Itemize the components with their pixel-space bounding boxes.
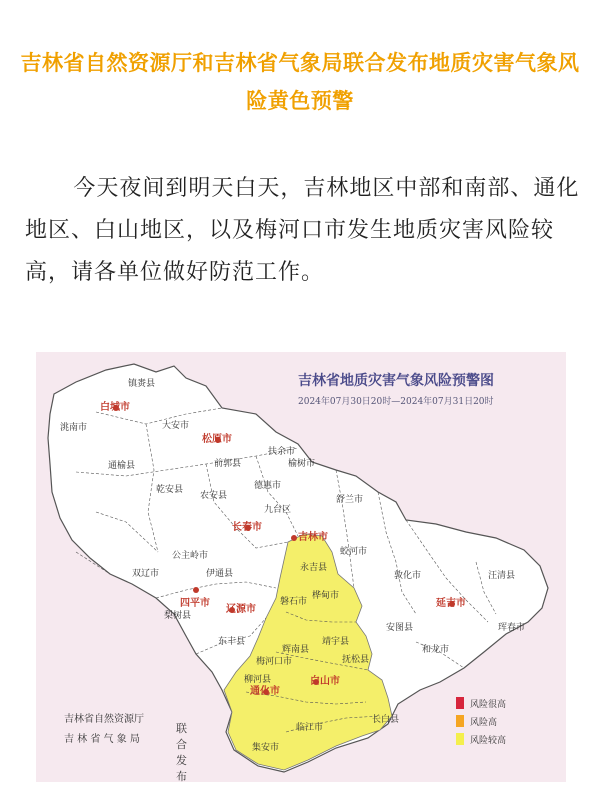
city-label: 德惠市	[254, 481, 282, 491]
headline: 吉林省自然资源厅和吉林省气象局联合发布地质灾害气象风险黄色预警	[20, 51, 580, 113]
city-label: 吉林市	[298, 532, 328, 543]
city-label: 四平市	[180, 598, 210, 609]
city-label: 通化市	[250, 686, 280, 697]
map-legend	[456, 694, 506, 748]
city-label: 永吉县	[300, 563, 328, 573]
legend-label: 风险高	[470, 717, 498, 728]
city-label: 汪清县	[488, 571, 516, 581]
issuer-line: 吉林省自然资源厅	[64, 714, 144, 725]
city-label: 前郭县	[214, 459, 242, 469]
city-label: 双辽市	[132, 569, 160, 579]
city-label: 和龙市	[422, 645, 450, 655]
city-label: 柳河县	[244, 675, 272, 685]
city-label: 桦甸市	[312, 591, 340, 601]
city-label: 榆树市	[288, 459, 316, 469]
city-label: 珲春市	[498, 623, 526, 633]
city-label: 舒兰市	[336, 495, 364, 505]
legend-swatch	[456, 733, 464, 745]
city-label: 大安市	[162, 421, 190, 431]
city-marker	[193, 587, 199, 593]
city-label: 东丰县	[218, 637, 246, 647]
alert-paragraph: 今天夜间到明天白天，吉林地区中部和南部、通化地区、白山地区，以及梅河口市发生地质灾害风险较高，请各单位做好防范工作。	[25, 176, 580, 285]
city-label: 抚松县	[342, 655, 370, 665]
city-label: 梨树县	[164, 611, 192, 621]
city-label: 集安市	[252, 743, 280, 753]
city-label: 九台区	[264, 505, 292, 515]
legend-item	[456, 730, 506, 748]
city-label: 乾安县	[156, 485, 184, 495]
city-label: 扶余市	[268, 447, 296, 457]
city-label: 农安县	[200, 491, 228, 501]
city-label: 辉南县	[282, 645, 310, 655]
issuer-line: 吉 林 省 气 象 局	[64, 734, 140, 745]
city-label: 安图县	[386, 623, 414, 633]
city-label: 伊通县	[206, 569, 234, 579]
city-label: 长春市	[232, 522, 262, 533]
city-label: 洮南市	[60, 423, 88, 433]
legend-label: 风险较高	[470, 735, 507, 746]
map-title: 吉林省地质灾害气象风险预警图	[298, 373, 494, 389]
issuer-joint: 联合发布	[176, 722, 187, 783]
issuer-block	[64, 710, 187, 783]
city-label: 公主岭市	[172, 551, 209, 561]
city-label: 镇赉县	[128, 379, 156, 389]
city-label: 辽源市	[226, 604, 256, 615]
legend-item	[456, 712, 506, 730]
city-label: 敦化市	[394, 571, 422, 581]
city-label: 白山市	[310, 676, 340, 687]
city-label: 磐石市	[280, 597, 308, 607]
legend-swatch	[456, 697, 464, 709]
legend-swatch	[456, 715, 464, 727]
legend-label: 风险很高	[470, 699, 507, 710]
city-label: 白城市	[100, 402, 130, 413]
city-label: 临江市	[296, 723, 324, 733]
city-label: 梅河口市	[256, 657, 293, 667]
city-label: 靖宇县	[322, 637, 350, 647]
city-label: 长白县	[372, 715, 400, 725]
city-label: 松原市	[202, 434, 232, 445]
map-period: 2024年07月30日20时—2024年07月31日20时	[298, 397, 494, 407]
city-label: 通榆县	[108, 461, 136, 471]
warning-map	[36, 352, 566, 782]
legend-item	[456, 694, 506, 712]
city-label: 延吉市	[436, 598, 466, 609]
city-marker	[291, 535, 297, 541]
city-label: 蛟河市	[340, 547, 368, 557]
